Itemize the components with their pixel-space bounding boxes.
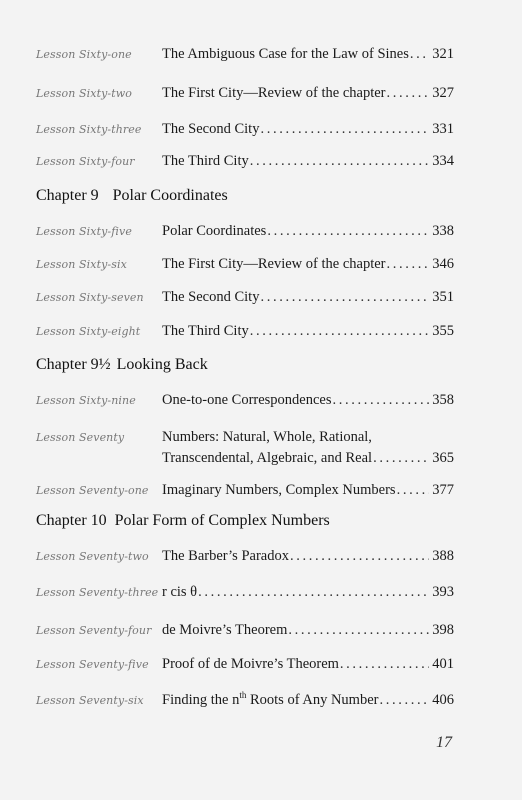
chapter-title: Polar Coordinates (112, 187, 228, 204)
dot-leader (260, 288, 429, 307)
dot-leader (260, 120, 429, 139)
lesson-label: Lesson Sixty-five (36, 225, 132, 238)
lesson-label: Lesson Seventy-four (36, 624, 152, 637)
page-number: 334 (432, 153, 454, 169)
lesson-label: Lesson Sixty-six (36, 258, 127, 271)
toc-entry (162, 481, 454, 500)
toc-entry (162, 655, 454, 674)
lesson-label: Lesson Sixty-eight (36, 325, 141, 338)
entry-title-part: Finding the n (162, 692, 240, 708)
entry-title: The Second City (162, 121, 260, 137)
toc-entry (162, 322, 454, 341)
toc-entry (162, 547, 454, 566)
toc-entry (162, 691, 454, 710)
dot-leader (340, 655, 429, 674)
dot-leader (267, 222, 429, 241)
chapter-number: Chapter 10 (36, 512, 107, 529)
page-number: 321 (432, 46, 454, 62)
lesson-label: Lesson Sixty-three (36, 123, 142, 136)
dot-leader (333, 391, 430, 410)
chapter-title: Looking Back (116, 356, 208, 373)
dot-leader (397, 481, 430, 500)
entry-title: The Second City (162, 289, 260, 305)
page-number: 365 (432, 450, 454, 466)
lesson-label: Lesson Seventy-six (36, 694, 144, 707)
page-number: 401 (432, 656, 454, 672)
page-folio: 17 (436, 734, 452, 751)
toc-entry (162, 45, 454, 64)
toc-entry (162, 288, 454, 307)
page-number: 351 (432, 289, 454, 305)
toc-entry (162, 222, 454, 241)
page-number: 388 (432, 548, 454, 564)
toc-entry (162, 152, 454, 171)
entry-title: r cis θ (162, 584, 198, 600)
chapter-heading (36, 356, 208, 374)
chapter-number: Chapter 9½ (36, 356, 111, 373)
entry-title: The Third City (162, 323, 249, 339)
chapter-heading (36, 512, 330, 530)
entry-title: Transcendental, Algebraic, and Real (162, 450, 373, 466)
entry-title: The Barber’s Paradox (162, 548, 289, 564)
lesson-label: Lesson Sixty-four (36, 155, 135, 168)
entry-title: The First City—Review of the chapter (162, 256, 386, 272)
entry-title: The First City—Review of the chapter (162, 85, 386, 101)
page-number: 327 (432, 85, 454, 101)
dot-leader (387, 84, 430, 103)
page-number: 406 (432, 692, 454, 708)
page-number: 358 (432, 392, 454, 408)
toc-entry (162, 621, 454, 640)
dot-leader (250, 322, 430, 341)
lesson-label: Lesson Seventy-one (36, 484, 149, 497)
dot-leader (290, 547, 429, 566)
page-number: 393 (432, 584, 454, 600)
entry-title: Imaginary Numbers, Complex Numbers (162, 482, 396, 498)
entry-title-line1: Numbers: Natural, Whole, Rational, (162, 429, 372, 445)
page-number: 355 (432, 323, 454, 339)
dot-leader (387, 255, 430, 274)
entry-title: de Moivre’s Theorem (162, 622, 288, 638)
entry-title-part: Roots of Any Number (246, 692, 379, 708)
lesson-label: Lesson Seventy-five (36, 658, 149, 671)
superscript: th (239, 690, 247, 701)
lesson-label: Lesson Seventy-two (36, 550, 149, 563)
lesson-label: Lesson Sixty-seven (36, 291, 144, 304)
dot-leader (250, 152, 430, 171)
page-number: 331 (432, 121, 454, 137)
toc-entry (162, 583, 454, 602)
entry-title: Proof of de Moivre’s Theorem (162, 656, 339, 672)
dot-leader (198, 583, 429, 602)
page-number: 377 (432, 482, 454, 498)
toc-entry (162, 84, 454, 103)
toc-entry (162, 428, 454, 468)
lesson-label: Lesson Seventy-three (36, 586, 159, 599)
lesson-label: Lesson Seventy (36, 431, 125, 444)
entry-title: One-to-one Correspondences (162, 392, 332, 408)
entry-title: The Third City (162, 153, 249, 169)
dot-leader (373, 449, 429, 468)
entry-title: The Ambiguous Case for the Law of Sines (162, 46, 409, 62)
page-number: 338 (432, 223, 454, 239)
lesson-label: Lesson Sixty-two (36, 87, 132, 100)
entry-title: Polar Coordinates (162, 223, 267, 239)
dot-leader (410, 45, 429, 64)
entry-title (162, 691, 378, 710)
chapter-heading (36, 187, 228, 205)
toc-entry (162, 120, 454, 139)
page-number: 346 (432, 256, 454, 272)
chapter-number: Chapter 9 (36, 187, 99, 204)
dot-leader (379, 691, 429, 710)
toc-entry (162, 255, 454, 274)
lesson-label: Lesson Sixty-one (36, 48, 132, 61)
chapter-title: Polar Form of Complex Numbers (114, 512, 330, 529)
lesson-label: Lesson Sixty-nine (36, 394, 136, 407)
page-number: 398 (432, 622, 454, 638)
dot-leader (288, 621, 429, 640)
toc-entry (162, 391, 454, 410)
